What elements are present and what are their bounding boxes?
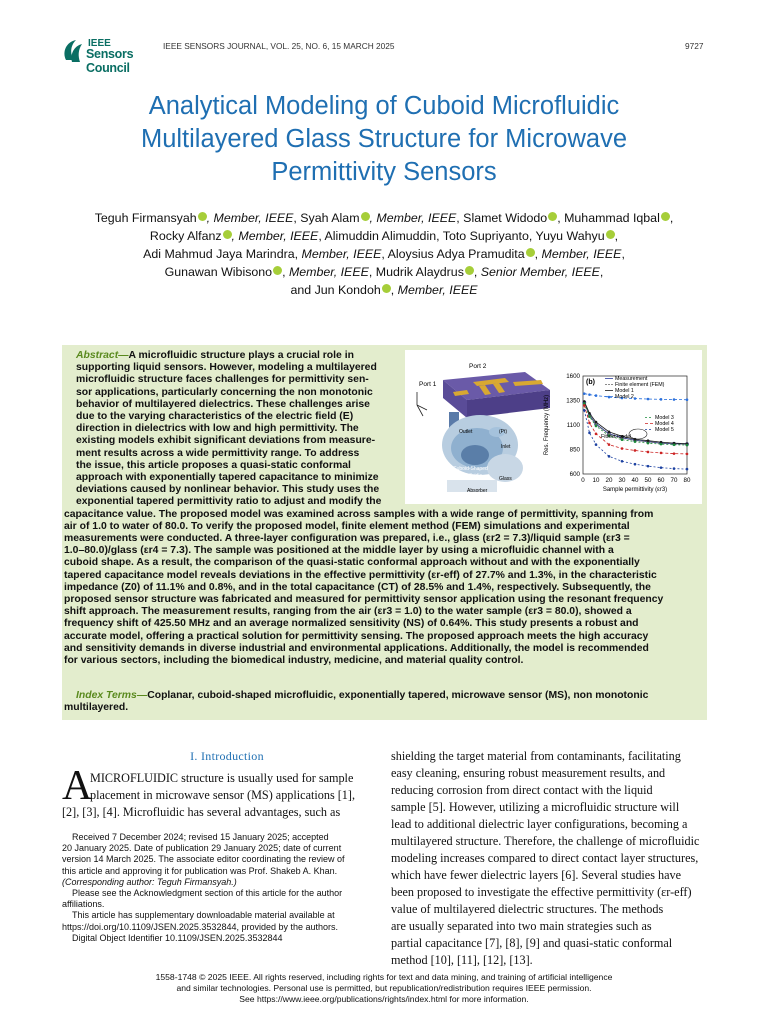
- abstract-line: deviations caused by nonlinear behavior. This study uses the: [76, 484, 380, 496]
- footnote-line: Received 7 December 2024; revised 15 January 2025; accepted: [72, 832, 329, 842]
- intro-line: MICROFLUIDIC structure is usually used for sample: [90, 771, 354, 785]
- orcid-icon[interactable]: [273, 266, 282, 275]
- orcid-icon[interactable]: [465, 266, 474, 275]
- author-membership: , Member, IEEE: [231, 229, 319, 243]
- intro-line: value of multilayered dielectric structures. The methods: [391, 902, 664, 916]
- x-tick-label: 20: [605, 477, 613, 484]
- y-tick-label: 600: [569, 471, 580, 478]
- footnote-line: (Corresponding author: Teguh Firmansyah.): [62, 876, 237, 887]
- intro-line: shielding the target material from contaminants, facilitating: [391, 749, 681, 763]
- x-tick-label: 10: [592, 477, 600, 484]
- graphical-abstract: [405, 350, 702, 504]
- abstract-line: proposed sensor structure was fabricated and measured for permittivity sensor application using the resonant frequency: [64, 594, 664, 606]
- intro-line: partial capacitance [7], [8], [9] and quasi-static conformal: [391, 936, 673, 950]
- data-point: [647, 465, 649, 467]
- author-name: , Slamet Widodo: [456, 211, 548, 225]
- orcid-icon[interactable]: [223, 230, 232, 239]
- footnote-line: 20 January 2025. Date of publication 29 January 2025; date of current: [62, 843, 342, 854]
- footnote-line: Digital Object Identifier 10.1109/JSEN.2025.3532844: [72, 932, 283, 943]
- legend-entry: Finite element (FEM): [615, 382, 665, 388]
- authors-line-5: [40, 281, 728, 299]
- intro-line: which have fewer dielectric layers [6]. Several studies have: [391, 868, 682, 882]
- authors-line-2: [40, 227, 728, 245]
- label-cuboid: Cuboid-Shaped: [453, 466, 488, 472]
- abstract-line: impedance (Z0) of 11.1% and 0.8%, and in the total capacitance (CT) of 28.5% and 1.4%, respectively. Subsequently, the: [64, 581, 651, 593]
- author-name: Adi Mahmud Jaya Marindra,: [143, 247, 302, 261]
- abstract-line: 1.0–80.0)/glass (εr4 = 7.3). The sample was positioned at the middle layer by using a microfluidic channel with a: [64, 545, 614, 557]
- author-membership: Member, IEEE: [397, 283, 478, 297]
- fittest-model-label: Fittest model: [601, 434, 632, 440]
- title-line-1: Analytical Modeling of Cuboid Microfluidic: [148, 92, 620, 120]
- abstract-narrow: [76, 350, 402, 509]
- data-point: [589, 422, 591, 424]
- abstract-line: Abstract—A microfluidic structure plays a crucial role in: [76, 350, 354, 361]
- abstract-line: approach with exponentially tapered capacitance to minimize: [76, 472, 379, 484]
- x-tick-label: 30: [618, 477, 626, 484]
- label-absorber: Absorber: [467, 488, 488, 494]
- logo-line1: IEEE: [88, 38, 111, 49]
- data-point: [621, 460, 623, 462]
- data-point: [647, 398, 649, 400]
- data-point: [647, 451, 649, 453]
- author-membership: Senior Member, IEEE: [480, 265, 600, 279]
- intro-right-text: [391, 748, 707, 969]
- abstract-line: measurements were conducted. A three-layer configuration was prepared, i.e., glass (εr2 = 7.3)/liquid sample (εr3 =: [64, 533, 630, 544]
- abstract-line: tapered capacitance model reveals deviations in the effective permittivity (εr-eff) of 27.7% and 1.3%, in the characteristic: [64, 569, 657, 581]
- authors-line-4: [40, 263, 728, 281]
- data-point: [660, 452, 662, 454]
- data-point: [634, 441, 636, 443]
- separator: ,: [282, 265, 289, 279]
- data-point: [595, 421, 597, 423]
- author-name: , Mudrik Alaydrus: [368, 265, 464, 279]
- abstract-line: ment results across a wide permittivity range. To address: [76, 447, 360, 459]
- drop-cap: A: [62, 763, 93, 809]
- abstract-line: frequency shift of 425.50 MHz and an average normalized sensitivity (NS) of 0.64%. This study presents a robust and: [64, 618, 639, 630]
- copyright-line: 1558-1748 © 2025 IEEE. All rights reserved, including rights for text and data mining, and training of artificial intelligence: [155, 972, 613, 982]
- x-tick-label: 80: [683, 477, 691, 484]
- abstract-label: Abstract—: [76, 350, 129, 361]
- separator: ,: [669, 211, 674, 225]
- data-point: [673, 468, 675, 470]
- page-number: 9727: [685, 41, 704, 51]
- data-point: [595, 395, 597, 397]
- orcid-icon[interactable]: [198, 212, 207, 221]
- label-outlet: Outlet: [459, 429, 473, 435]
- x-tick-label: 60: [657, 477, 665, 484]
- separator: ,: [390, 283, 398, 297]
- data-point: [621, 448, 623, 450]
- logo-line2: Sensors Council: [86, 47, 134, 75]
- author-name: Gunawan Wibisono: [164, 265, 273, 279]
- data-point: [595, 433, 597, 435]
- abstract-line: supporting liquid sensors. However, modeling a multilayered: [76, 362, 377, 374]
- data-point: [686, 468, 688, 470]
- copyright-notice: [0, 972, 768, 1005]
- orcid-icon[interactable]: [361, 212, 370, 221]
- authors-block: [40, 209, 728, 299]
- author-membership: , Member, IEEE: [369, 211, 457, 225]
- label-pt: (Pt): [499, 429, 508, 435]
- data-point: [647, 440, 649, 442]
- intro-left-text: [62, 770, 392, 821]
- figure-svg: [405, 350, 702, 504]
- abstract-line: capacitance value. The proposed model was examined across samples with a wide range of permittivity, spanning from: [64, 508, 654, 520]
- data-point: [660, 398, 662, 400]
- data-point: [673, 399, 675, 401]
- author-name: , Aloysius Adya Pramudita: [381, 247, 525, 261]
- intro-line: placement in microwave sensor (MS) applications [1],: [90, 788, 356, 802]
- resonant-frequency-chart: [544, 373, 691, 493]
- author-name: Rocky Alfanz: [149, 229, 222, 243]
- abstract-line: sor applications, particularly concerning the non monotonic: [76, 386, 373, 398]
- y-tick-label: 1600: [566, 373, 580, 380]
- abstract-line: existing models exhibit significant deviations from measure-: [76, 435, 376, 447]
- footnote-line: version 14 March 2025. The associate editor coordinating the review of: [62, 854, 345, 865]
- y-tick-label: 1100: [566, 422, 580, 429]
- abstract-line: cuboid shape. As a result, the comparison of the quasi-static conformal approach without and with the exponentially: [64, 557, 640, 569]
- orcid-icon[interactable]: [661, 212, 670, 221]
- footnote-line: affiliations.: [62, 899, 105, 910]
- separator: ,: [534, 247, 542, 261]
- label-glass: Glass: [499, 476, 512, 482]
- y-tick-label: 850: [569, 446, 580, 454]
- authors-line-1: [40, 209, 728, 227]
- orcid-icon[interactable]: [526, 248, 535, 257]
- author-membership: Member, IEEE: [541, 247, 622, 261]
- data-point: [647, 442, 649, 444]
- legend-entry: Model 3: [655, 415, 674, 421]
- data-point: [673, 453, 675, 455]
- data-point: [595, 444, 597, 446]
- index-terms-label: Index Terms—: [76, 690, 148, 701]
- footnote-line: this article and approving it for publication was Prof. Shakeb A. Khan.: [62, 865, 338, 876]
- data-point: [589, 416, 591, 418]
- intro-line: lead to additional dielectric layer configurations, becoming a: [391, 817, 688, 831]
- separator: ,: [614, 229, 619, 243]
- data-point: [686, 453, 688, 455]
- legend-entry: Model 4: [655, 421, 674, 427]
- intro-line: sample [5]. However, utilizing a microfluidic structure will: [391, 800, 680, 814]
- author-name: , Alimuddin Alimuddin, Toto Supriyanto, Yuyu Wahyu: [318, 229, 605, 243]
- abstract-line: microfluidic structure faces challenges for permittivity sen-: [76, 374, 369, 386]
- data-point: [660, 467, 662, 469]
- title-line-3: Permittivity Sensors: [271, 158, 497, 186]
- intro-line: are usually separated into two main strategies such as: [391, 919, 652, 933]
- x-tick-label: 50: [644, 477, 652, 484]
- doi-link[interactable]: https://doi.org/10.1109/JSEN.2025.3532844, provided by the authors.: [62, 921, 339, 932]
- legend-entry: Model 1: [615, 388, 634, 394]
- authors-line-3: [40, 245, 728, 263]
- title-line-2: Multilayered Glass Structure for Microwave: [140, 125, 628, 153]
- label-port2: Port 2: [469, 363, 487, 370]
- data-point: [686, 444, 688, 446]
- author-membership: Member, IEEE: [288, 265, 369, 279]
- abstract-line: air of 1.0 to water of 80.0. To verify the proposed model, finite element method (FEM) simulations and experimental: [64, 520, 630, 532]
- data-point: [673, 444, 675, 446]
- panel-label: (b): [586, 379, 595, 386]
- x-tick-label: 40: [631, 477, 639, 484]
- data-point: [583, 404, 585, 406]
- label-port1: Port 1: [419, 381, 437, 388]
- abstract-line: for various sectors, including the biomedical industry, medicine, and material quality control.: [64, 655, 524, 667]
- data-point: [589, 394, 591, 396]
- abstract-line: direction in dielectrics with low and high permittivity. The: [76, 423, 359, 435]
- legend-entry: Model 5: [655, 427, 674, 433]
- intro-line: reducing corrosion from direct contact with the liquid: [391, 783, 653, 797]
- separator: ,: [621, 247, 625, 261]
- legend-entry: Model 2: [615, 394, 634, 400]
- abstract-line: and sensitivity demands in diverse industrial and environmental applications. Additionally, the model is recommended: [64, 642, 649, 654]
- data-point: [686, 399, 688, 401]
- x-tick-label: 0: [581, 477, 585, 484]
- intro-line: easy cleaning, ensuring robust measurement results, and: [391, 766, 666, 780]
- footnote-line: Please see the Acknowledgment section of this article for the author: [72, 888, 343, 899]
- logo-mark-icon: [62, 38, 84, 64]
- data-point: [583, 409, 585, 411]
- running-header: IEEE SENSORS JOURNAL, VOL. 25, NO. 6, 15 MARCH 2025: [163, 41, 395, 51]
- device-illustration: [417, 372, 550, 492]
- abstract-line: the issue, this article proposes a quasi-static conformal: [76, 459, 351, 471]
- data-point: [595, 425, 597, 427]
- copyright-line: See https://www.ieee.org/publications/rights/index.html for more information.: [239, 994, 529, 1004]
- data-point: [608, 431, 610, 433]
- legend-entry: Measurement: [615, 376, 648, 382]
- abstract-line: due to the varying characteristics of the electric field (E): [76, 411, 354, 423]
- intro-line: been proposed to investigate the effective permittivity (εr-eff): [391, 885, 692, 899]
- author-membership: Member, IEEE: [301, 247, 382, 261]
- abstract-wide: [64, 509, 705, 668]
- y-axis-label: Res. Frequency (MHz): [544, 394, 550, 456]
- footnotes: [62, 832, 392, 944]
- data-point: [608, 396, 610, 398]
- section-heading-introduction: I. Introduction: [190, 749, 264, 763]
- author-name: Teguh Firmansyah: [94, 211, 197, 225]
- separator: ,: [473, 265, 481, 279]
- intro-line: multilayered structure. Therefore, the challenge of microfluidic: [391, 834, 700, 848]
- author-name: , Syah Alam: [293, 211, 360, 225]
- abstract-line: exponential tapered permittivity ratio to adjust and modify the: [76, 496, 382, 508]
- orcid-icon[interactable]: [548, 212, 557, 221]
- abstract-line: accurate model, offering a practical solution for permittivity sensing. The proposed approach meets the high accuracy: [64, 630, 649, 642]
- data-point: [583, 393, 585, 395]
- intro-line: method [10], [11], [12], [13].: [391, 953, 533, 967]
- intro-line: [2], [3], [4]. Microfluidic has several advantages, such as: [62, 805, 341, 819]
- separator: ,: [599, 265, 604, 279]
- label-microfluidic: Microfluidic: [457, 473, 483, 479]
- abstract-line: shift approach. The measurement results, ranging from the air (εr3 = 1.0) to the water sample (εr3 = 80.0), showed a: [64, 606, 632, 618]
- label-inlet: Inlet: [501, 444, 511, 450]
- x-axis-label: Sample permittivity (εr3): [602, 487, 668, 493]
- abstract-line: behavior of multilayered dielectrics. These challenges arise: [76, 398, 370, 410]
- data-point: [589, 412, 591, 414]
- footnote-line: This article has supplementary downloadable material available at: [72, 910, 335, 921]
- data-point: [608, 455, 610, 457]
- orcid-icon[interactable]: [382, 284, 391, 293]
- data-point: [634, 463, 636, 465]
- ieee-sensors-council-logo: [62, 38, 162, 75]
- data-point: [660, 443, 662, 445]
- data-point: [634, 449, 636, 451]
- author-name: and Jun Kondoh: [290, 283, 381, 297]
- intro-line: modeling increases compared to direct contact layer structures,: [391, 851, 699, 865]
- data-point: [589, 432, 591, 434]
- y-tick-label: 1350: [566, 397, 580, 405]
- author-membership: , Member, IEEE: [206, 211, 294, 225]
- author-name: , Muhammad Iqbal: [557, 211, 660, 225]
- orcid-icon[interactable]: [606, 230, 615, 239]
- x-tick-label: 70: [670, 477, 678, 484]
- index-terms: Index Terms—Coplanar, cuboid-shaped microfluidic, exponentially tapered, microwave sensor (MS), non monotonic multilayered.: [64, 690, 649, 714]
- fittest-ellipse: [629, 429, 647, 439]
- data-point: [608, 444, 610, 446]
- data-point: [634, 398, 636, 400]
- copyright-line: and similar technologies. Personal use is permitted, but republication/redistribution requires IEEE permission.: [176, 983, 592, 993]
